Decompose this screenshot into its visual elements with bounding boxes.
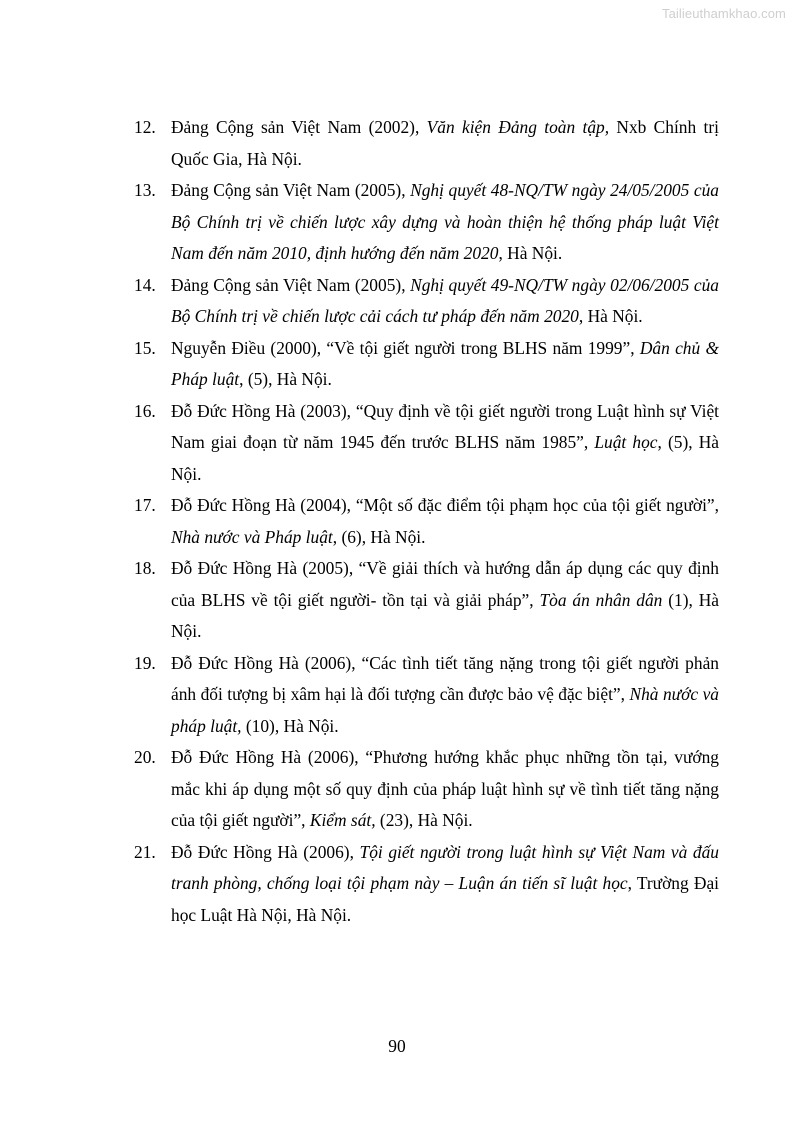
reference-number: 17. (134, 495, 156, 515)
reference-text (171, 837, 719, 932)
reference-item (0, 648, 794, 743)
reference-text (171, 553, 719, 648)
reference-segment: (1), Hà Nội. (171, 589, 719, 641)
reference-segment: , (6), Hà Nội. (332, 526, 426, 547)
reference-list (0, 112, 794, 931)
reference-number: 19. (134, 652, 156, 673)
reference-segment: Đỗ Đức Hồng Hà (2005), “Về giải thích và hướng dẫn áp dụng các quy định của BLHS về tội giết người- tồn tại và giải pháp”, (171, 558, 719, 610)
reference-item (0, 396, 794, 491)
reference-title: Tội giết người trong luật hình sự Việt Nam và đấu tranh phòng, chống loại tội phạm này – Luận án tiến sĩ luật học (171, 841, 719, 893)
reference-number: 12. (134, 117, 156, 137)
watermark-text: Tailieuthamkhao.com (661, 6, 786, 21)
reference-title: Nghị quyết 48-NQ/TW ngày 24/05/2005 của Bộ Chính trị về chiến lược xây dựng và hoàn thiện hệ thống pháp luật Việt Nam đến năm 2010, định hướng đến năm 2020 (171, 180, 719, 263)
reference-text (171, 742, 719, 837)
reference-item (0, 490, 794, 553)
reference-item (0, 553, 794, 648)
reference-text (171, 112, 719, 175)
reference-item (0, 333, 794, 396)
reference-title: Luật học (594, 432, 658, 452)
reference-number: 15. (134, 337, 156, 358)
reference-segment: , (5), Hà Nội. (171, 432, 719, 484)
reference-title: Dân chủ & Pháp luật (171, 337, 719, 389)
reference-segment: , Trường Đại học Luật Hà Nội, Hà Nội. (171, 873, 719, 925)
reference-item (0, 112, 794, 175)
reference-number: 21. (134, 841, 156, 862)
reference-text (171, 648, 719, 743)
reference-title: Kiểm sát, (309, 810, 376, 830)
reference-text (171, 396, 719, 491)
reference-segment: Đảng Cộng sản Việt Nam (2005), (171, 274, 411, 295)
reference-segment: , Hà Nội. (498, 243, 563, 263)
reference-item (0, 837, 794, 932)
reference-segment: (23), Hà Nội. (375, 810, 473, 830)
reference-title: Nhà nước và Pháp luật (171, 526, 333, 547)
reference-item (0, 270, 794, 333)
reference-segment: Đỗ Đức Hồng Hà (2006), “Phương hướng khắc phục những tồn tại, vướng mắc khi áp dụng một số quy định của pháp luật hình sự về tình tiết tăng nặng của tội giết người”, (171, 747, 719, 830)
reference-text (171, 490, 719, 553)
reference-segment: Đỗ Đức Hồng Hà (2003), “Quy định về tội giết người trong Luật hình sự Việt Nam giai đoạn từ năm 1945 đến trước BLHS năm 1985”, (171, 400, 719, 452)
reference-item (0, 742, 794, 837)
reference-number: 16. (134, 400, 156, 421)
reference-segment: Nguyễn Điều (2000), “Về tội giết người trong BLHS năm 1999”, (171, 337, 640, 358)
page-number: 90 (388, 1036, 406, 1056)
reference-segment: Đảng Cộng sản Việt Nam (2005), (171, 180, 411, 200)
reference-text (171, 270, 719, 333)
reference-segment: Đỗ Đức Hồng Hà (2006), “Các tình tiết tăng nặng trong tội giết người phản ánh đối tượng bị xâm hại là đối tượng cần được bảo vệ đặc biệt”, (171, 652, 719, 704)
reference-title: Nghị quyết 49-NQ/TW ngày 02/06/2005 của Bộ Chính trị về chiến lược cải cách tư pháp đến năm 2020 (171, 274, 719, 326)
reference-text (171, 175, 719, 270)
reference-title: Nhà nước và pháp luật, (171, 684, 720, 736)
reference-title: Tòa án nhân dân (539, 589, 663, 610)
reference-number: 20. (134, 747, 156, 767)
reference-segment: Đỗ Đức Hồng Hà (2006), (171, 841, 360, 862)
reference-segment: Đảng Cộng sản Việt Nam (2002), (171, 117, 427, 137)
reference-segment: Đỗ Đức Hồng Hà (2004), “Một số đặc điểm tội phạm học của tội giết người”, (171, 495, 719, 515)
reference-number: 14. (134, 274, 156, 295)
reference-title: Văn kiện Đảng toàn tập, (426, 117, 610, 137)
reference-segment: , (5), Hà Nội. (239, 369, 332, 389)
reference-segment: Nxb Chính trị Quốc Gia, Hà Nội. (171, 117, 719, 169)
reference-item (0, 175, 794, 270)
reference-segment: , Hà Nội. (578, 306, 643, 326)
reference-text (171, 333, 719, 396)
reference-number: 18. (134, 558, 156, 578)
reference-number: 13. (134, 180, 156, 200)
reference-segment: (10), Hà Nội. (241, 715, 339, 736)
